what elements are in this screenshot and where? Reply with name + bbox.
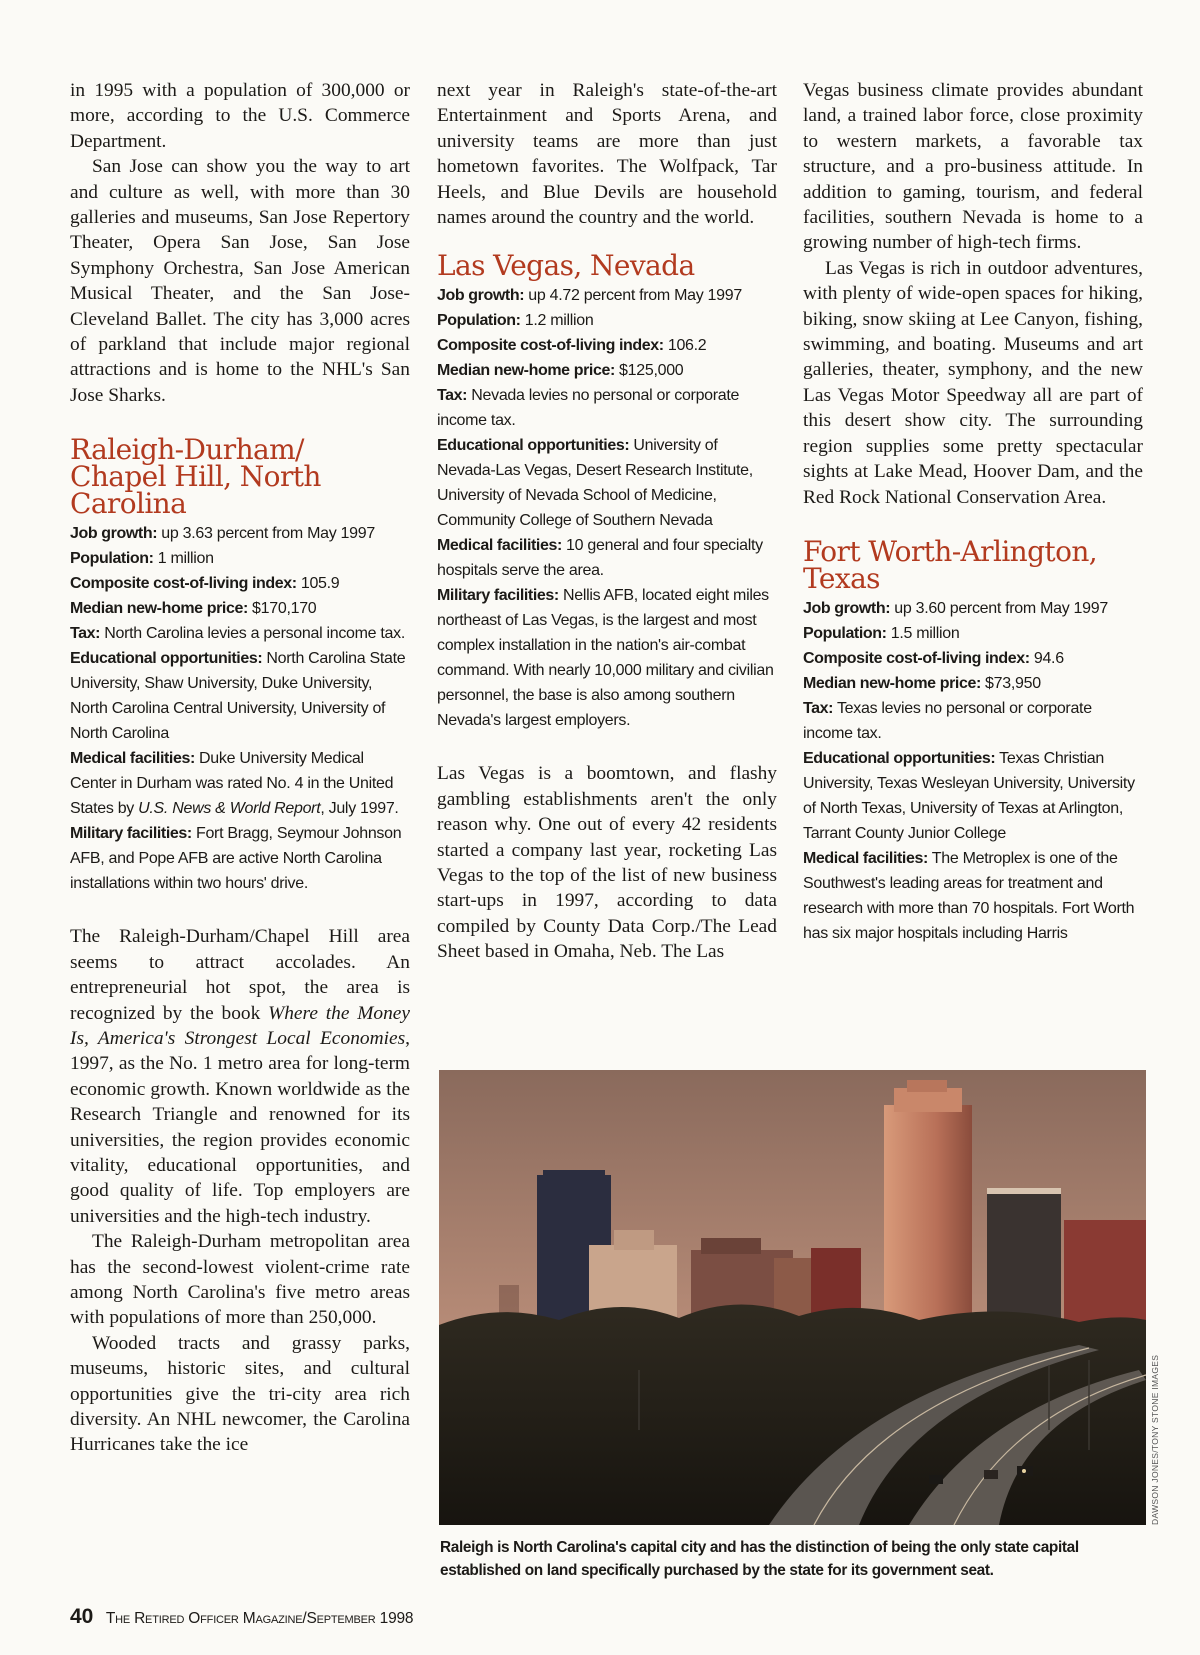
fact-job-growth: Job growth: up 3.63 percent from May 1997 [70, 525, 375, 543]
fact-tax: Tax: North Carolina levies a personal income tax. [70, 625, 406, 643]
book-title: Where the Money Is, America's Strongest Local Economies [70, 1002, 410, 1049]
raleigh-heading-line-1: Raleigh-Durham/ [70, 433, 304, 467]
fortworth-facts [803, 596, 1143, 946]
body-paragraph: The Raleigh-Durham/Chapel Hill area seems to attract accolades. An entrepreneurial hot spot, the area is recognized by the book Where the Money Is, America's Strongest Local Economies, 1997, as the No. 1 metro area for long-term economic growth. Known worldwide as the Research Triangle and renowned for its universities, the region provides economic vitality, educational opportunities, and good quality of life. Top employers are universities and the high-tech industry. [70, 926, 410, 1227]
body-paragraph: Las Vegas is a boomtown, and flashy gambling establishments aren't the only reason why. One out of every 42 residents started a company last year, rocketing Las Vegas to the top of the list of new business start-ups in 1997, according to data compiled by County Data Corp./The Lead Sheet based in Omaha, Neb. The Las [437, 763, 777, 963]
raleigh-skyline-photo [439, 1070, 1146, 1525]
body-paragraph: The Raleigh-Durham metropolitan area has the second-lowest violent-crime rate among North Carolina's five metro areas with populations of more than 250,000. [70, 1231, 410, 1329]
fact-education: Educational opportunities: Texas Christian University, Texas Wesleyan University, University of North Texas, University of Texas at Arlington, Tarrant County Junior College [803, 749, 1135, 842]
fact-home-price: Median new-home price: $73,950 [803, 674, 1041, 692]
fact-education: Educational opportunities: North Carolina State University, Shaw University, Duke University, North Carolina Central University, University of North Carolina [70, 650, 406, 743]
fact-cost-of-living: Composite cost-of-living index: 105.9 [70, 575, 340, 593]
page-footer [70, 1605, 413, 1629]
column-2 [437, 78, 777, 965]
fact-military: Military facilities: Fort Bragg, Seymour Johnson AFB, and Pope AFB are active North Carolina installations within two hours' drive. [70, 825, 402, 893]
fact-medical: Medical facilities: 10 general and four specialty hospitals serve the area. [437, 537, 763, 580]
photo-caption: Raleigh is North Carolina's capital city and has the distinction of being the only state capital established on land specifically purchased by the state for its government seat. [440, 1539, 1079, 1579]
body-paragraph: Wooded tracts and grassy parks, museums, historic sites, and cultural opportunities give the tri-city area rich diversity. An NHL newcomer, the Carolina Hurricanes take the ice [70, 1332, 410, 1456]
raleigh-facts [70, 521, 410, 896]
lasvegas-facts [437, 283, 777, 733]
fact-job-growth: Job growth: up 3.60 percent from May 1997 [803, 599, 1108, 617]
body-paragraph: Las Vegas is rich in outdoor adventures, with plenty of wide-open spaces for hiking, biking, snow skiing at Lee Canyon, fishing, swimming, and boating. Museums and art galleries, theater, symphony, and the new Las Vegas Motor Speedway all are part of this desert show city. The surrounding region supplies some pretty spectacular sights at Lake Mead, Hoover Dam, and the Red Rock National Conservation Area. [803, 257, 1143, 508]
fact-population: Population: 1 million [70, 550, 214, 568]
fact-cost-of-living: Composite cost-of-living index: 106.2 [437, 337, 707, 355]
column-1 [70, 78, 410, 1458]
fact-medical: Medical facilities: The Metroplex is one of the Southwest's leading areas for treatment and research with more than 70 hospitals. Fort Worth has six major hospitals including Harris [803, 849, 1135, 942]
fortworth-heading-line-1: Fort Worth-Arlington, [803, 534, 1098, 568]
raleigh-heading [70, 433, 410, 521]
fact-home-price: Median new-home price: $170,170 [70, 600, 317, 618]
fact-tax: Tax: Texas levies no personal or corporate income tax. [803, 699, 1092, 742]
fact-home-price: Median new-home price: $125,000 [437, 362, 684, 380]
fact-tax: Tax: Nevada levies no personal or corporate income tax. [437, 387, 740, 430]
fact-cost-of-living: Composite cost-of-living index: 94.6 [803, 649, 1064, 667]
raleigh-heading-line-2: Chapel Hill, North Carolina [70, 460, 321, 521]
fact-medical: Medical facilities: Duke University Medical Center in Durham was rated No. 4 in the United States by U.S. News & World Report, July 1997. [70, 750, 399, 818]
lasvegas-heading: Las Vegas, Nevada [437, 249, 695, 283]
fortworth-heading [803, 534, 1143, 595]
fact-population: Population: 1.5 million [803, 624, 960, 642]
magazine-title: The Retired Officer Magazine/September 1998 [105, 1610, 414, 1627]
body-paragraph: next year in Raleigh's state-of-the-art Entertainment and Sports Arena, and university teams are more than just hometown favorites. The Wolfpack, Tar Heels, and Blue Devils are household names around the country and the world. [437, 80, 777, 229]
fortworth-heading-line-2: Texas [803, 561, 880, 595]
fact-population: Population: 1.2 million [437, 312, 594, 330]
body-paragraph: in 1995 with a population of 300,000 or more, according to the U.S. Commerce Department. [70, 80, 410, 152]
fact-education: Educational opportunities: University of Nevada-Las Vegas, Desert Research Institute, University of Nevada School of Medicine, Community College of Southern Nevada [437, 437, 753, 530]
page-number: 40 [70, 1605, 94, 1628]
column-3 [803, 78, 1143, 946]
fact-job-growth: Job growth: up 4.72 percent from May 1997 [437, 287, 742, 305]
fact-military: Military facilities: Nellis AFB, located eight miles northeast of Las Vegas, is the largest and most complex installation in the nation's air-combat command. With nearly 10,000 military and civilian personnel, the base is also among southern Nevada's largest employers. [437, 587, 774, 730]
photo-credit: DAWSON JONES/TONY STONE IMAGES [1150, 1354, 1160, 1525]
body-paragraph: Vegas business climate provides abundant land, a trained labor force, close proximity to western markets, a favorable tax structure, and a pro-business attitude. In addition to gaming, tourism, and federal facilities, southern Nevada is home to a growing number of high-tech firms. [803, 80, 1143, 254]
body-paragraph: San Jose can show you the way to art and culture as well, with more than 30 galleries and museums, San Jose Repertory Theater, Opera San Jose, San Jose Symphony Orchestra, San Jose American Musical Theater, and the San Jose-Cleveland Ballet. The city has 3,000 acres of parkland that include major regional attractions and is home to the NHL's San Jose Sharks. [70, 156, 410, 406]
